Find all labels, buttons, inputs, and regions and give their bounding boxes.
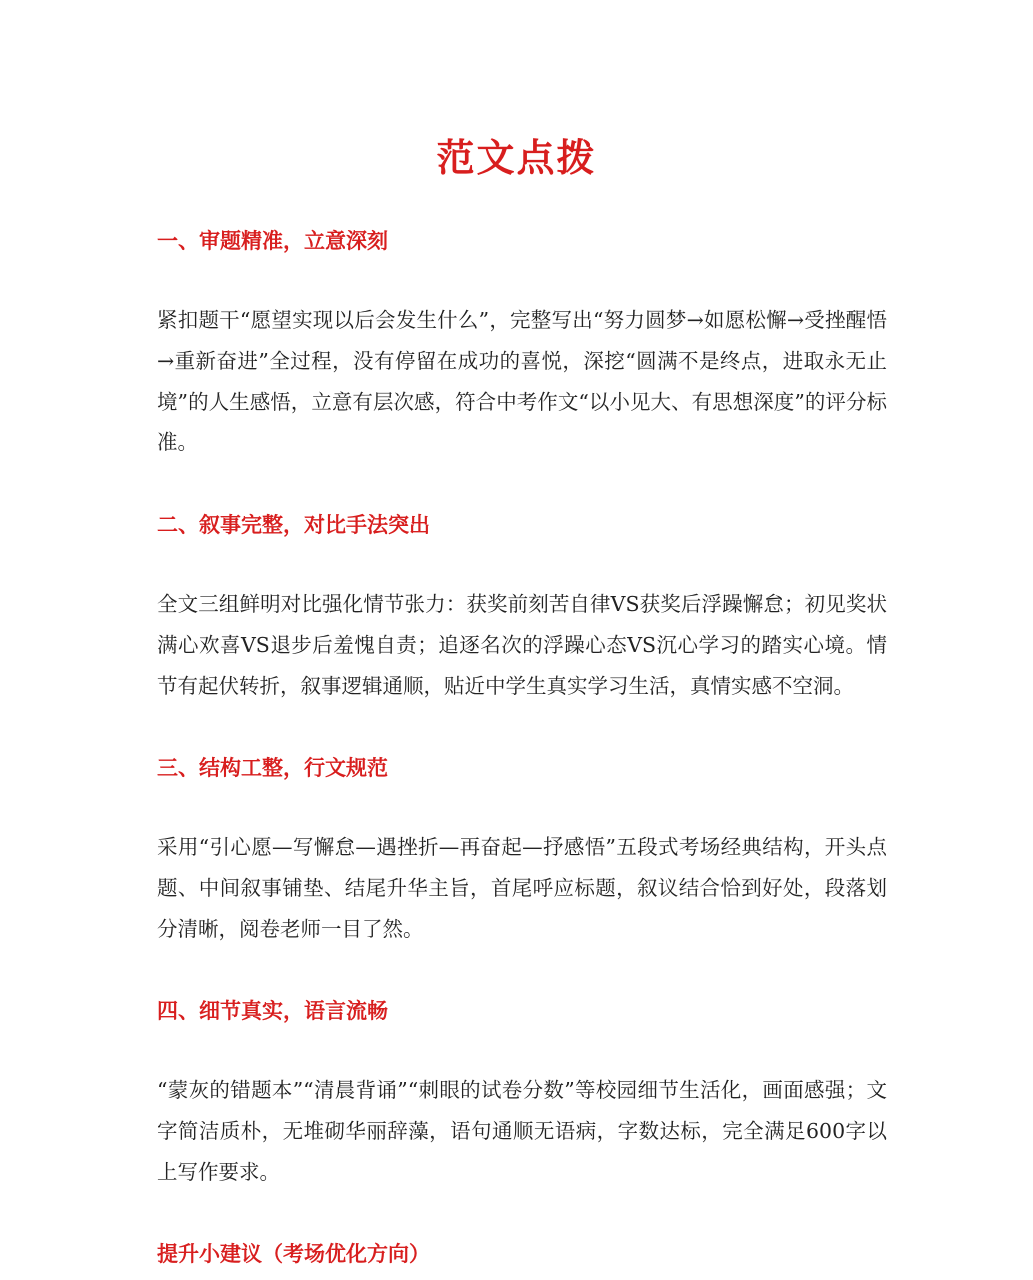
section-2-body: 全文三组鲜明对比强化情节张力：获奖前刻苦自律VS获奖后浮躁懈怠；初见奖状满心欢喜VS退步后羞愧自责；追逐名次的浮躁心态VS沉心学习的踏实心境。情节有起伏转折，叙事逻辑通顺，贴近中学生真实学习生活，真情实感不空洞。 xyxy=(157,592,887,698)
section-1-heading: 一、审题精准，立意深刻 xyxy=(157,228,388,253)
section-4-heading: 四、细节真实，语言流畅 xyxy=(157,998,388,1023)
section-3-heading: 三、结构工整，行文规范 xyxy=(157,755,388,780)
section-2-heading: 二、叙事完整，对比手法突出 xyxy=(157,512,430,537)
section-4-body: “蒙灰的错题本”“清晨背诵”“刺眼的试卷分数”等校园细节生活化，画面感强；文字简洁质朴，无堆砌华丽辞藻，语句通顺无语病，字数达标，完全满足600字以上写作要求。 xyxy=(157,1078,887,1184)
footer-heading: 提升小建议（考场优化方向） xyxy=(157,1241,430,1266)
page-title: 范文点拨 xyxy=(436,135,597,180)
section-3-body: 采用“引心愿—写懈怠—遇挫折—再奋起—抒感悟”五段式考场经典结构，开头点题、中间叙事铺垫、结尾升华主旨，首尾呼应标题，叙议结合恰到好处，段落划分清晰，阅卷老师一目了然。 xyxy=(157,835,887,941)
section-1-body: 紧扣题干“愿望实现以后会发生什么”，完整写出“努力圆梦→如愿松懈→受挫醒悟→重新奋进”全过程，没有停留在成功的喜悦，深挖“圆满不是终点，进取永无止境”的人生感悟，立意有层次感，符合中考作文“以小见大、有思想深度”的评分标准。 xyxy=(157,308,887,455)
